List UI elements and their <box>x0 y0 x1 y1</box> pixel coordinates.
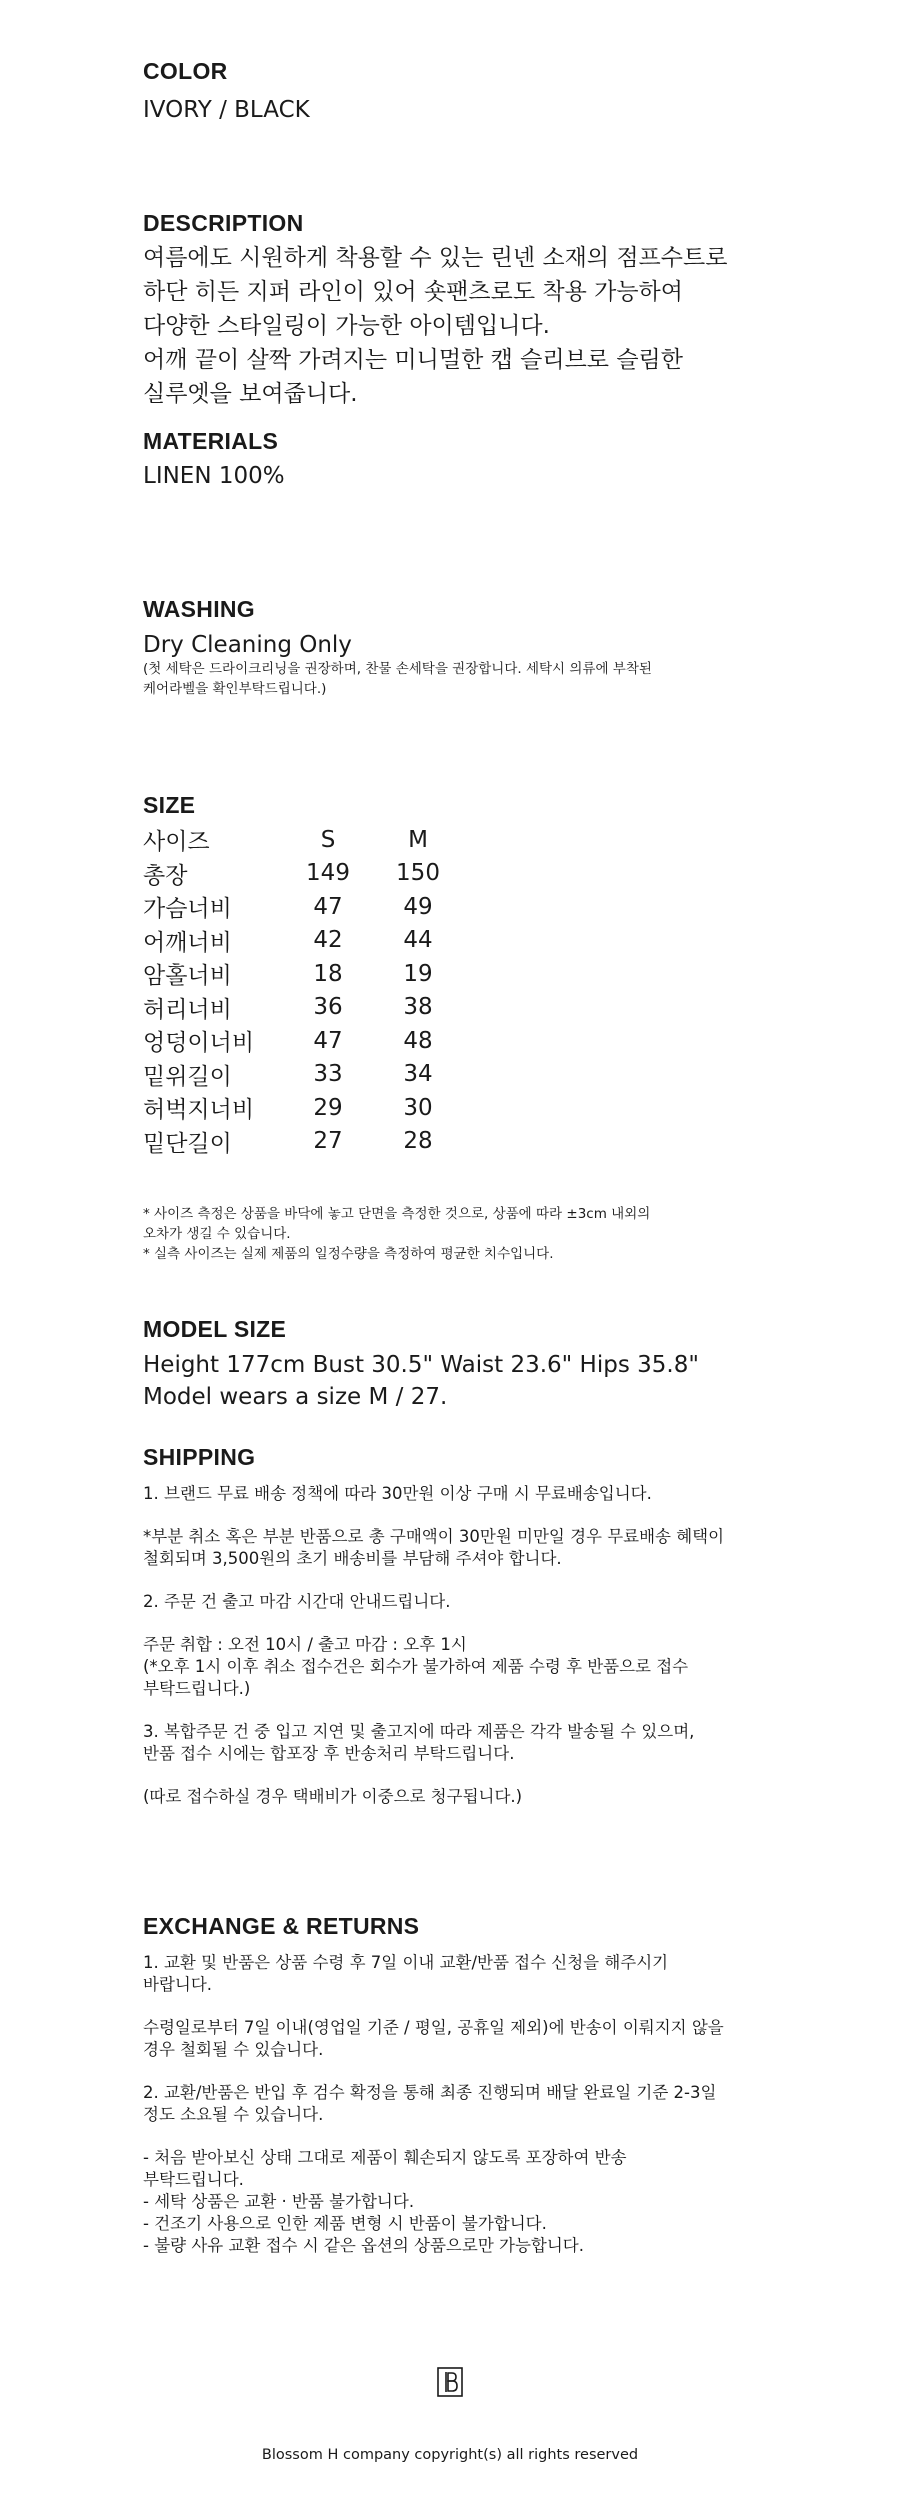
size-value-s: 47 <box>313 893 343 920</box>
size-header-s: S <box>320 826 336 853</box>
size-notes <box>143 1204 783 1264</box>
size-row-label: 밑단길이 <box>143 1130 232 1157</box>
size-table-row <box>143 991 463 1025</box>
size-value-s: 36 <box>313 994 343 1021</box>
description-line: 하단 히든 지퍼 라인이 있어 숏팬츠로도 착용 가능하여 <box>143 279 683 305</box>
size-table-row <box>143 1125 463 1159</box>
model-measurements: Height 177cm Bust 30.5" Waist 23.6" Hips 35.8" <box>143 1352 699 1378</box>
shipping-paragraph: 주문 취합 : 오전 10시 / 출고 마감 : 오후 1시 (*오후 1시 이후 취소 접수건은 회수가 불가하여 제품 수령 후 반품으로 접수 부탁드립니다.) <box>143 1635 689 1698</box>
size-table-row <box>143 924 463 958</box>
footer-copyright: Blossom H company copyright(s) all rights reserved <box>261 2447 639 2463</box>
description-line: 어깨 끝이 살짝 가려지는 미니멀한 캡 슬리브로 슬림한 <box>143 347 683 373</box>
exchange-paragraph: 1. 교환 및 반품은 상품 수령 후 7일 이내 교환/반품 접수 신청을 해주시기 바랍니다. <box>143 1953 669 1994</box>
size-value-m: 38 <box>403 994 433 1021</box>
shipping-paragraph: 1. 브랜드 무료 배송 정책에 따라 30만원 이상 구매 시 무료배송입니다. <box>143 1484 652 1503</box>
description-text <box>143 241 783 411</box>
shipping-body <box>143 1483 783 1808</box>
shipping-section <box>143 1444 783 1829</box>
description-line: 여름에도 시원하게 착용할 수 있는 린넨 소재의 점프수트로 <box>143 245 728 271</box>
size-table-row <box>143 1091 463 1125</box>
size-table-row <box>143 890 463 924</box>
model-wears: Model wears a size M / 27. <box>143 1384 448 1410</box>
model-size-heading: MODEL SIZE <box>143 1316 287 1342</box>
size-value-m: 44 <box>403 927 433 954</box>
color-heading: COLOR <box>143 58 228 84</box>
size-table-row <box>143 1058 463 1092</box>
shipping-paragraph: 2. 주문 건 출고 마감 시간대 안내드립니다. <box>143 1592 451 1611</box>
size-value-m: 19 <box>403 960 433 987</box>
description-section <box>143 210 783 411</box>
size-row-label: 어깨너비 <box>143 929 232 956</box>
shipping-paragraph: 3. 복합주문 건 중 입고 지연 및 출고지에 따라 제품은 각각 발송될 수 있으며, 반품 접수 시에는 합포장 후 반송처리 부탁드립니다. <box>143 1722 695 1763</box>
size-value-m: 28 <box>403 1128 433 1155</box>
washing-value: Dry Cleaning Only <box>143 632 352 658</box>
size-value-s: 149 <box>306 860 350 887</box>
exchange-paragraph: - 처음 받아보신 상태 그대로 제품이 훼손되지 않도록 포장하여 반송 부탁드립니다. - 세탁 상품은 교환 · 반품 불가합니다. - 건조기 사용으로 인한 제품 변형 시 반품이 불가합니다. - 불량 사유 교환 접수 시 같은 옵션의 상품으로만 가능합니다. <box>143 2148 627 2255</box>
size-row-label: 허벅지너비 <box>143 1097 255 1124</box>
size-value-s: 27 <box>313 1128 343 1155</box>
exchange-returns-heading: EXCHANGE & RETURNS <box>143 1913 420 1939</box>
materials-heading: MATERIALS <box>143 428 279 454</box>
size-row-label: 암홀너비 <box>143 963 232 990</box>
size-value-s: 42 <box>313 927 343 954</box>
exchange-paragraph: 2. 교환/반품은 반입 후 검수 확정을 통해 최종 진행되며 배달 완료일 기준 2-3일 정도 소요될 수 있습니다. <box>143 2083 717 2124</box>
size-value-m: 30 <box>403 1094 433 1121</box>
shipping-paragraph: (따로 접수하실 경우 택배비가 이중으로 청구됩니다.) <box>143 1787 523 1806</box>
shipping-paragraph: *부분 취소 혹은 부분 반품으로 총 구매액이 30만원 미만일 경우 무료배송 혜택이 철회되며 3,500원의 초기 배송비를 부담해 주셔야 합니다. <box>143 1527 725 1568</box>
size-header-m: M <box>408 826 428 853</box>
size-value-m: 150 <box>396 860 440 887</box>
size-row-label: 총장 <box>143 862 188 889</box>
size-row-label: 엉덩이너비 <box>143 1030 255 1057</box>
exchange-paragraph: 수령일로부터 7일 이내(영업일 기준 / 평일, 공휴일 제외)에 반송이 이뤄지지 않을 경우 철회될 수 있습니다. <box>143 2018 724 2059</box>
size-notes-text: * 사이즈 측정은 상품을 바닥에 놓고 단면을 측정한 것으로, 상품에 따라 ±3cm 내외의 오차가 생길 수 있습니다. * 실측 사이즈는 실제 제품의 일정수량을 측정하여 평균한 치수입니다. <box>143 1206 651 1262</box>
size-table-row <box>143 957 463 991</box>
description-line: 다양한 스타일링이 가능한 아이템입니다. <box>143 313 550 339</box>
size-value-s: 47 <box>313 1027 343 1054</box>
size-table <box>143 823 463 1158</box>
color-section <box>143 58 783 127</box>
description-heading: DESCRIPTION <box>143 210 304 236</box>
size-value-s: 33 <box>313 1061 343 1088</box>
model-size-section <box>143 1316 783 1413</box>
size-value-m: 49 <box>403 893 433 920</box>
size-value-m: 48 <box>403 1027 433 1054</box>
exchange-returns-body <box>143 1952 783 2257</box>
size-value-s: 29 <box>313 1094 343 1121</box>
size-section <box>143 792 783 1158</box>
size-table-row <box>143 1024 463 1058</box>
size-row-label: 허리너비 <box>143 996 232 1023</box>
size-heading: SIZE <box>143 792 196 818</box>
washing-note: (첫 세탁은 드라이크리닝을 권장하며, 찬물 손세탁을 권장합니다. 세탁시 의류에 부착된 케어라벨을 확인부탁드립니다.) <box>143 661 652 697</box>
exchange-returns-section <box>143 1913 783 2278</box>
materials-value: LINEN 100% <box>143 463 285 489</box>
description-line: 실루엣을 보여줍니다. <box>143 381 358 407</box>
size-value-s: 18 <box>313 960 343 987</box>
size-value-m: 34 <box>403 1061 433 1088</box>
size-table-header <box>143 823 463 857</box>
washing-heading: WASHING <box>143 596 255 622</box>
size-table-row <box>143 857 463 891</box>
color-value: IVORY / BLACK <box>143 97 310 123</box>
materials-section <box>143 428 783 493</box>
shipping-heading: SHIPPING <box>143 1444 256 1470</box>
size-row-label: 가슴너비 <box>143 896 232 923</box>
brand-logo-icon <box>437 2367 463 2397</box>
size-row-label: 밑위길이 <box>143 1063 232 1090</box>
washing-section <box>143 596 783 699</box>
size-header-label: 사이즈 <box>143 829 210 856</box>
